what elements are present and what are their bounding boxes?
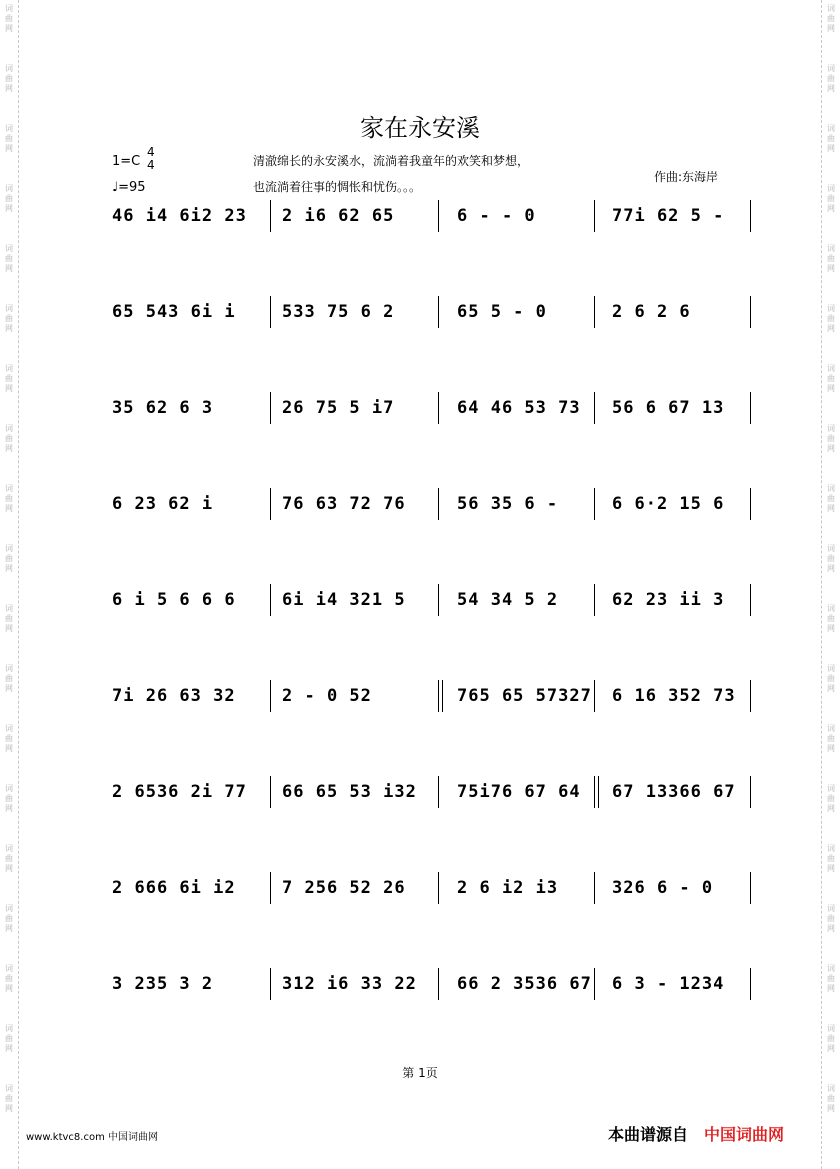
score-row — [112, 392, 752, 432]
watermark-text: 词 曲 网 — [5, 604, 13, 633]
watermark-text: 词 曲 网 — [827, 1024, 835, 1053]
page-number: 第 1页 — [402, 1066, 438, 1080]
measure: 2 6 i2 i3 — [457, 878, 559, 898]
watermark-text: 词 曲 网 — [827, 784, 835, 813]
measure: 54 34 5 2 — [457, 590, 559, 610]
watermark-text: 词 曲 网 — [827, 1084, 835, 1113]
measure: 75i76 67 64 — [457, 782, 581, 802]
measure: 2 666 6i i2 — [112, 878, 236, 898]
measure: 6 16 352 73 — [612, 686, 736, 706]
time-signature-bottom: 4 — [147, 158, 155, 172]
watermark-text: 词 曲 网 — [5, 64, 13, 93]
intro-line: 也流淌着往事的惆怅和忧伤。。。 — [253, 180, 422, 194]
bar-line — [270, 296, 271, 328]
measure: 56 6 67 13 — [612, 398, 725, 418]
measure: 6 i 5 6 6 6 — [112, 590, 236, 610]
score-row — [112, 968, 752, 1008]
measure: 64 46 53 73 — [457, 398, 581, 418]
footer-source-site: 中国词曲网 — [704, 1125, 785, 1144]
watermark-text: 词 曲 网 — [5, 244, 13, 273]
measure: 56 35 6 - — [457, 494, 559, 514]
key-signature: 1=C — [112, 154, 141, 169]
bar-line — [750, 296, 751, 328]
bar-line — [438, 296, 439, 328]
bar-line — [750, 488, 751, 520]
watermark-text: 词 曲 网 — [827, 244, 835, 273]
bar-line — [750, 680, 751, 712]
watermark-text: 词 曲 网 — [5, 544, 13, 573]
watermark-text: 词 曲 网 — [5, 484, 13, 513]
watermark-text: 词 曲 网 — [5, 304, 13, 333]
watermark-text: 词 曲 网 — [827, 844, 835, 873]
measure: 65 543 6i i — [112, 302, 236, 322]
bar-line — [438, 584, 439, 616]
measure: 2 i6 62 65 — [282, 206, 395, 226]
footer-source-label: 本曲谱源自 — [608, 1125, 689, 1144]
bar-line — [270, 200, 271, 232]
bar-line — [750, 968, 751, 1000]
measure: 26 75 5 i7 — [282, 398, 395, 418]
watermark-text: 词 曲 网 — [5, 184, 13, 213]
score-row — [112, 680, 752, 720]
watermark-text: 词 曲 网 — [5, 124, 13, 153]
watermark-text: 词 曲 网 — [5, 1024, 13, 1053]
watermark-text: 词 曲 网 — [5, 784, 13, 813]
bar-line — [594, 872, 595, 904]
bar-line — [594, 392, 595, 424]
measure: 6 - - 0 — [457, 206, 536, 226]
measure: 66 2 3536 67 — [457, 974, 592, 994]
watermark-text: 词 曲 网 — [5, 844, 13, 873]
measure: 3 235 3 2 — [112, 974, 214, 994]
bar-line — [438, 392, 439, 424]
score-row — [112, 296, 752, 336]
bar-line — [594, 584, 595, 616]
bar-line — [594, 680, 595, 712]
watermark-text: 词 曲 网 — [827, 424, 835, 453]
score-row — [112, 200, 752, 240]
bar-line — [750, 200, 751, 232]
watermark-text: 词 曲 网 — [827, 604, 835, 633]
bar-line — [438, 968, 439, 1000]
watermark-text: 词 曲 网 — [827, 964, 835, 993]
bar-line — [750, 776, 751, 808]
measure: 533 75 6 2 — [282, 302, 395, 322]
watermark-text: 词 曲 网 — [5, 964, 13, 993]
watermark-text: 词 曲 网 — [827, 724, 835, 753]
score-row — [112, 488, 752, 528]
measure: 76 63 72 76 — [282, 494, 406, 514]
bar-line — [270, 872, 271, 904]
bar-line — [750, 872, 751, 904]
watermark-text: 词 曲 网 — [827, 184, 835, 213]
watermark-text: 词 曲 网 — [827, 364, 835, 393]
watermark-text: 词 曲 网 — [827, 4, 835, 33]
measure: 7 256 52 26 — [282, 878, 406, 898]
measure: 6i i4 321 5 — [282, 590, 406, 610]
measure: 765 65 57327 — [457, 686, 592, 706]
time-signature — [147, 146, 155, 172]
watermark-text: 词 曲 网 — [827, 124, 835, 153]
watermark-text: 词 曲 网 — [827, 904, 835, 933]
watermark-text: 词 曲 网 — [5, 724, 13, 753]
intro-text — [253, 148, 529, 200]
bar-line — [750, 584, 751, 616]
bar-line — [270, 776, 271, 808]
bar-line — [594, 968, 595, 1000]
bar-line — [438, 488, 439, 520]
measure: 326 6 - 0 — [612, 878, 714, 898]
bar-line — [594, 488, 595, 520]
bar-line — [594, 296, 595, 328]
watermark-text: 词 曲 网 — [5, 364, 13, 393]
measure: 2 - 0 52 — [282, 686, 372, 706]
measure: 2 6536 2i 77 — [112, 782, 247, 802]
bar-line — [438, 872, 439, 904]
time-signature-top: 4 — [147, 145, 155, 159]
bar-line — [438, 200, 439, 232]
measure: 6 3 - 1234 — [612, 974, 725, 994]
footer-site: www.ktvc8.com 中国词曲网 — [26, 1132, 159, 1143]
bar-line — [270, 584, 271, 616]
watermark-text: 词 曲 网 — [5, 424, 13, 453]
watermark-text: 词 曲 网 — [5, 1084, 13, 1113]
bar-line — [270, 392, 271, 424]
composer-credit: 作曲:东海岸 — [654, 170, 719, 184]
measure: 67 13366 67 — [612, 782, 736, 802]
bar-line — [750, 392, 751, 424]
bar-line — [594, 776, 599, 808]
bar-line — [270, 680, 271, 712]
measure: 46 i4 6i2 23 — [112, 206, 247, 226]
bar-line — [438, 776, 439, 808]
score-row — [112, 872, 752, 912]
watermark-text: 词 曲 网 — [827, 64, 835, 93]
measure: 7i 26 63 32 — [112, 686, 236, 706]
tempo-marking: ♩=95 — [112, 180, 146, 195]
watermark-text: 词 曲 网 — [827, 664, 835, 693]
footer-source — [608, 1122, 784, 1145]
bar-line — [270, 968, 271, 1000]
measure: 6 6·2 15 6 — [612, 494, 725, 514]
measure: 35 62 6 3 — [112, 398, 214, 418]
measure: 77i 62 5 - — [612, 206, 725, 226]
score-row — [112, 584, 752, 624]
measure: 312 i6 33 22 — [282, 974, 417, 994]
measure: 65 5 - 0 — [457, 302, 547, 322]
bar-line — [594, 200, 595, 232]
watermark-text: 词 曲 网 — [827, 484, 835, 513]
watermark-text: 词 曲 网 — [5, 904, 13, 933]
watermark-text: 词 曲 网 — [5, 4, 13, 33]
intro-line: 清澈绵长的永安溪水，流淌着我童年的欢笑和梦想， — [253, 154, 530, 168]
watermark-text: 词 曲 网 — [827, 544, 835, 573]
watermark-text: 词 曲 网 — [827, 304, 835, 333]
measure: 66 65 53 i32 — [282, 782, 417, 802]
bar-line — [438, 680, 443, 712]
measure: 6 23 62 i — [112, 494, 214, 514]
measure: 2 6 2 6 — [612, 302, 691, 322]
page-title: 家在永安溪 — [360, 114, 480, 142]
score-row — [112, 776, 752, 816]
watermark-text: 词 曲 网 — [5, 664, 13, 693]
bar-line — [270, 488, 271, 520]
measure: 62 23 ii 3 — [612, 590, 725, 610]
